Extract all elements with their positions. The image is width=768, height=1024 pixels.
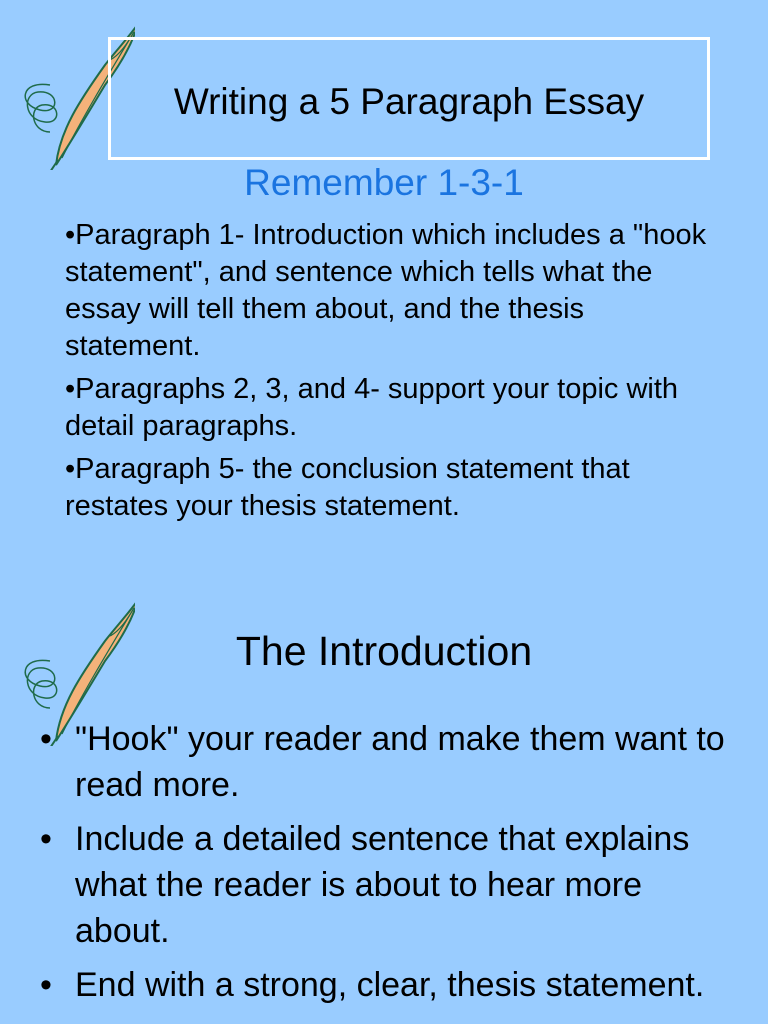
slide-title: The Introduction: [235, 628, 533, 674]
list-item: [40, 816, 740, 954]
bullet-list: [65, 217, 725, 531]
bullet-marker: •: [40, 820, 52, 858]
list-item-text: Include a detailed sentence that explains what the reader is about to hear more about.: [75, 820, 690, 950]
list-item: •Paragraph 1- Introduction which includes a "hook statement", and sentence which tells what the essay will tell them about, and the thesis statement.: [65, 219, 707, 362]
list-item-text: "Hook" your reader and make them want to read more.: [75, 720, 725, 804]
list-item: •Paragraphs 2, 3, and 4- support your topic with detail paragraphs.: [65, 373, 679, 442]
bullet-marker: •: [40, 720, 52, 758]
slide-title: Writing a 5 Paragraph Essay: [173, 81, 645, 122]
list-item-text: End with a strong, clear, thesis statement.: [75, 966, 705, 1004]
list-item: •Paragraph 5- the conclusion statement that restates your thesis statement.: [65, 453, 630, 522]
list-item: [40, 962, 740, 1008]
quill-pen-icon: [10, 586, 135, 746]
list-item: [40, 716, 740, 808]
slide-subtitle: Remember 1-3-1: [244, 162, 524, 203]
bullet-list: [40, 716, 740, 1016]
bullet-marker: •: [40, 966, 52, 1004]
